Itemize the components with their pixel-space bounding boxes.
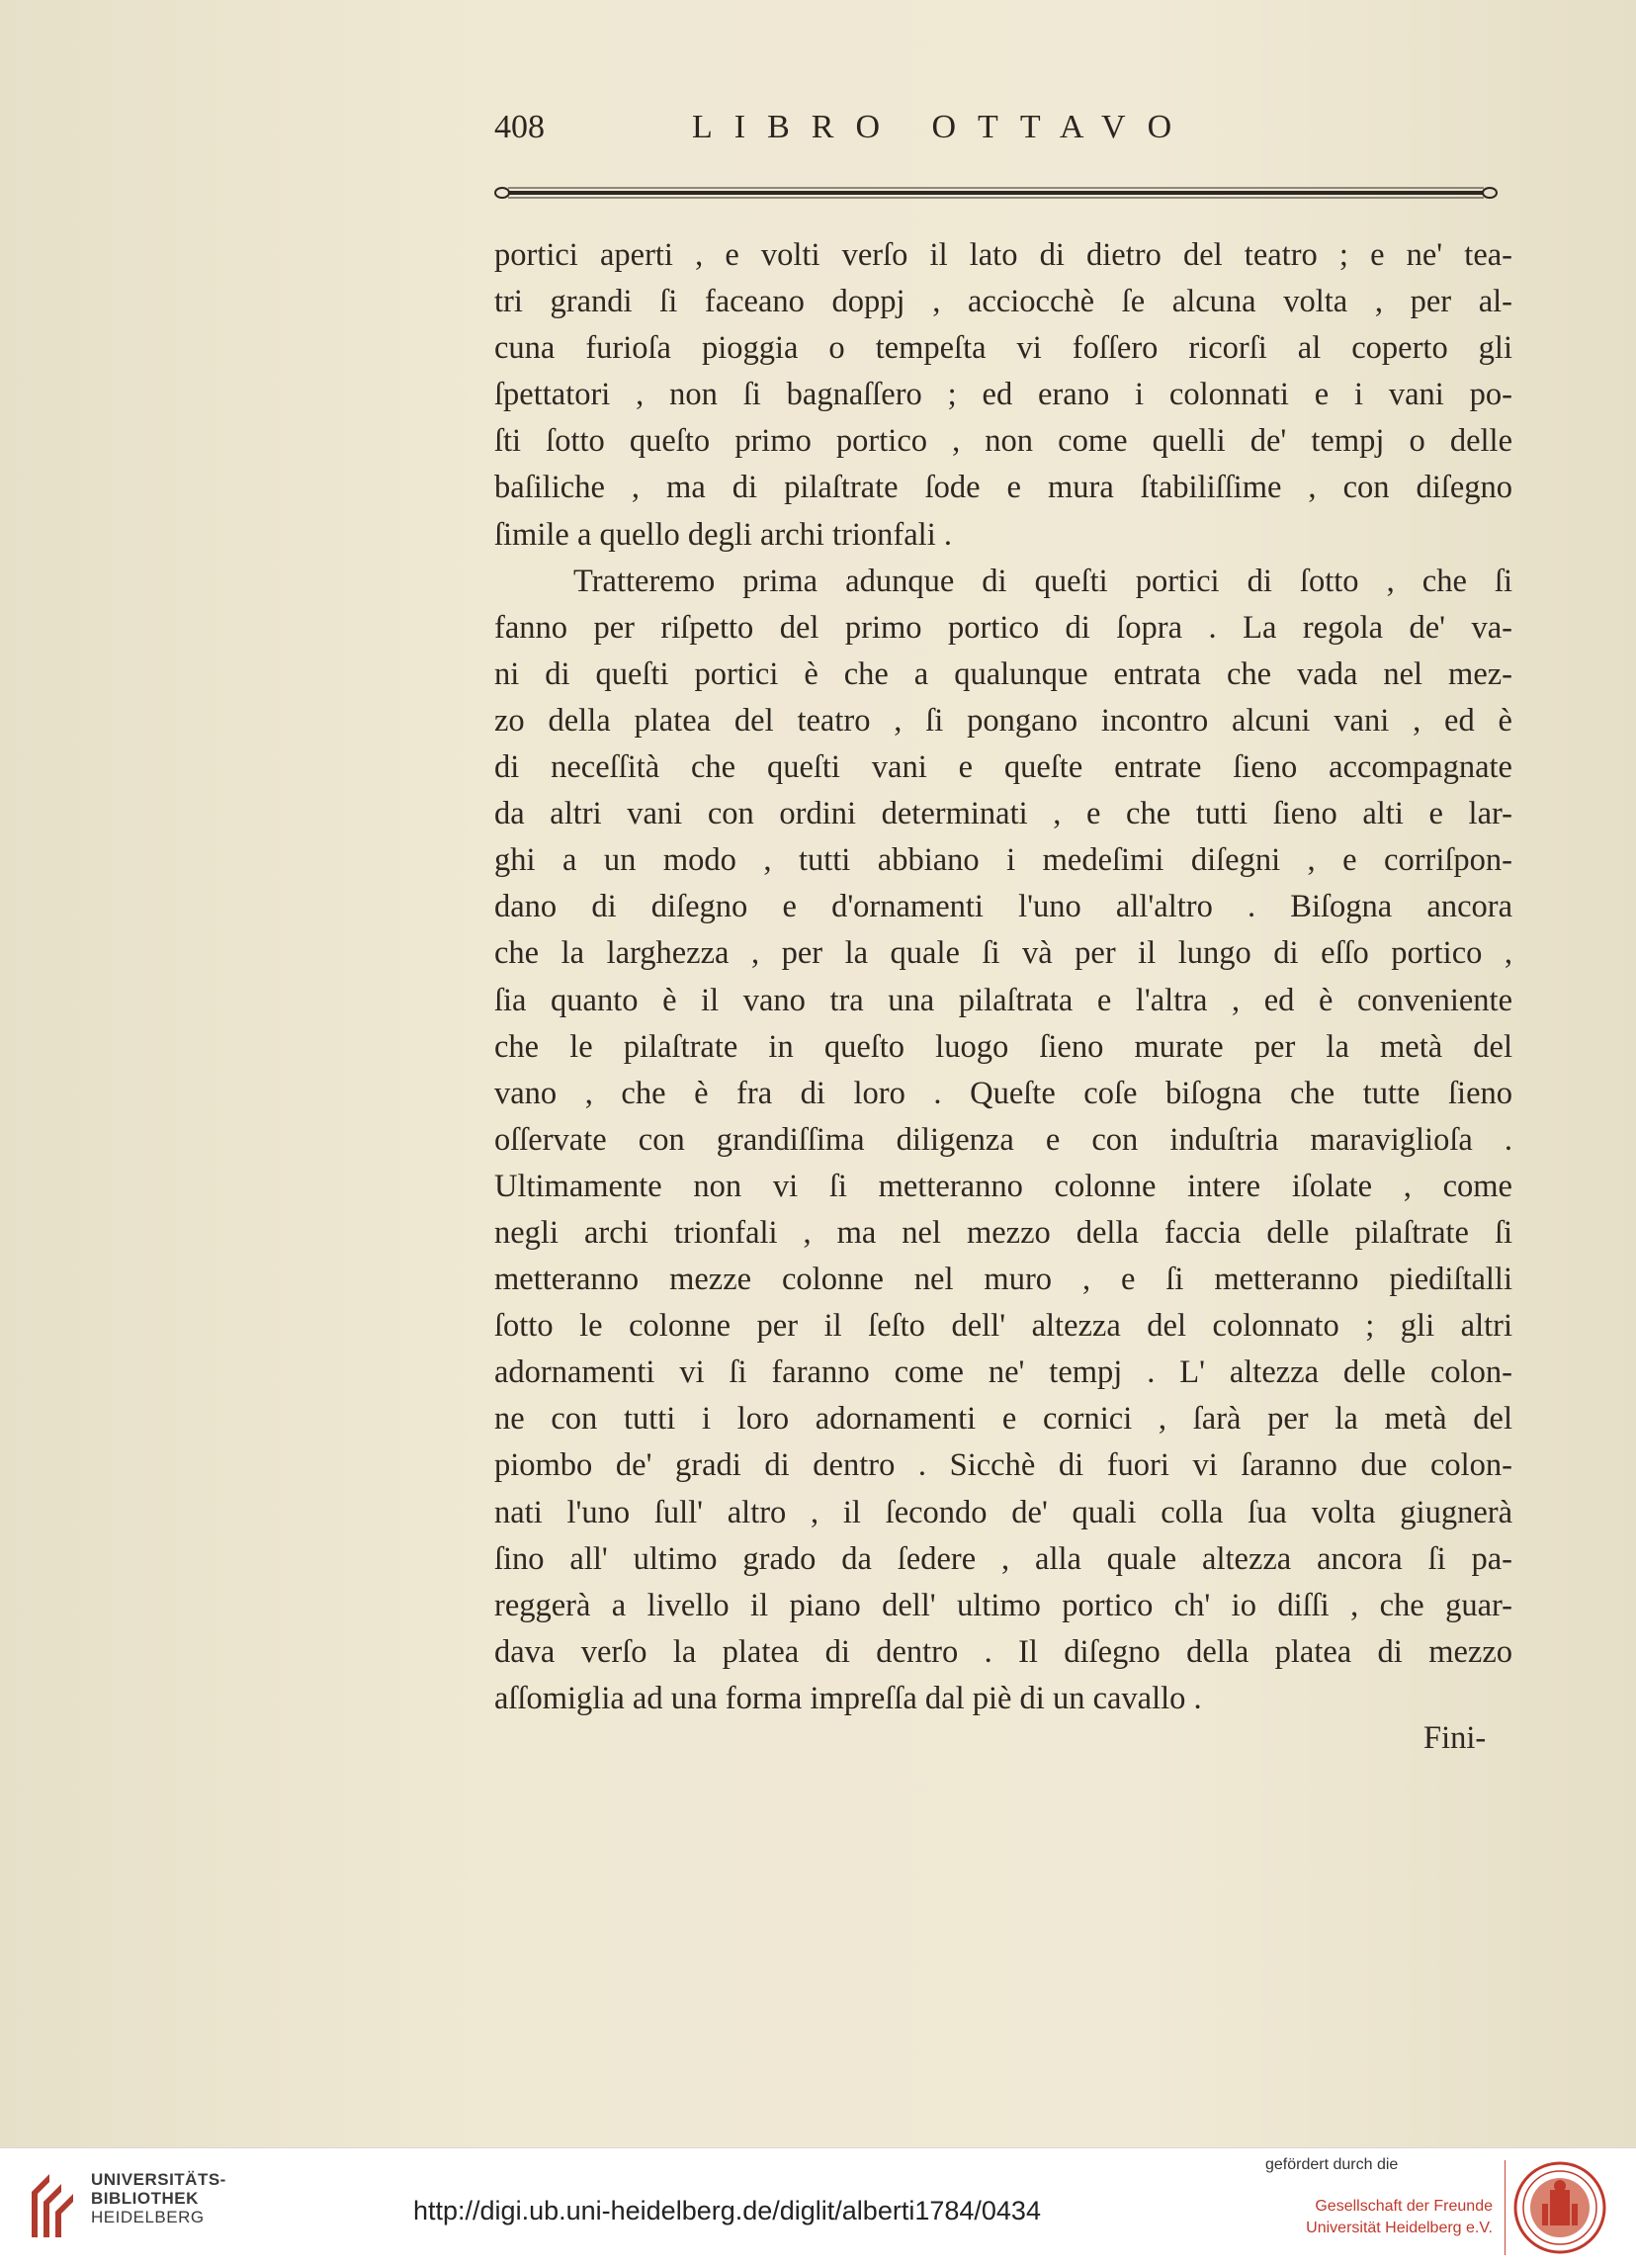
library-name-line: HEIDELBERG [91, 2208, 205, 2226]
society-name-line: Gesellschaft der Freunde [1315, 2198, 1493, 2215]
library-name [91, 2170, 226, 2226]
text-line: ſimile a quello degli archi trionfali . [494, 516, 952, 553]
text-line: ſotto le colonne per il ſeſto dell' altezza del colonnato ; gli altri [494, 1308, 1512, 1345]
permalink-url[interactable]: http://digi.ub.uni-heidelberg.de/diglit/alberti1784/0434 [413, 2196, 1041, 2225]
text-line: Ultimamente non vi ſi metteranno colonne intere iſolate , come [494, 1168, 1512, 1204]
text-line: ghi a un modo , tutti abbiano i medeſimi diſegni , e corriſpon- [494, 842, 1512, 879]
society-name-line: Universität Heidelberg e.V. [1306, 2220, 1493, 2236]
library-name-line: UNIVERSITÄTS- [91, 2170, 226, 2189]
text-line: nati l'uno ſull' altro , il ſecondo de' quali colla ſua volta giugnerà [494, 1494, 1512, 1530]
text-line: ſti ſotto queſto primo portico , non come quelli de' tempj o delle [494, 423, 1512, 460]
text-line: adornamenti vi ſi faranno come ne' tempj . L' altezza delle colon- [494, 1354, 1512, 1391]
text-line: vano , che è fra di loro . Queſte coſe biſogna che tutte ſieno [494, 1075, 1512, 1111]
text-line: ni di queſti portici è che a qualunque entrata che vada nel mez- [494, 655, 1512, 692]
text-line: piombo de' gradi di dentro . Sicchè di fuori vi ſaranno due colon- [494, 1447, 1512, 1484]
running-title: LIBRO OTTAVO [692, 109, 1194, 145]
library-logo-icon [28, 2162, 81, 2241]
text-line: metteranno mezze colonne nel muro , e ſi metteranno piediſtalli [494, 1262, 1512, 1298]
body-text [494, 232, 1512, 1722]
university-seal-icon [1512, 2160, 1607, 2255]
society-name [1255, 2196, 1493, 2239]
header-rule [494, 186, 1498, 200]
text-line: dano di diſegno e d'ornamenti l'uno all'altro . Biſogna ancora [494, 889, 1512, 925]
text-line: ne con tutti i loro adornamenti e cornici , ſarà per la metà del [494, 1401, 1512, 1438]
text-line: ſino all' ultimo grado da ſedere , alla quale altezza ancora ſi pa- [494, 1540, 1512, 1577]
text-line: tri grandi ſi faceano doppj , acciocchè ſe alcuna volta , per al- [494, 284, 1512, 320]
library-footer [0, 2147, 1636, 2268]
text-line: da altri vani con ordini determinati , e che tutti ſieno alti e lar- [494, 796, 1512, 832]
text-line: negli archi trionfali , ma nel mezzo della faccia delle pilaſtrate ſi [494, 1214, 1512, 1251]
text-line: reggerà a livello il piano dell' ultimo portico ch' io diſſi , che guar- [494, 1587, 1512, 1623]
funded-by-label: gefördert durch die [1265, 2156, 1399, 2173]
text-line: baſiliche , ma di pilaſtrate ſode e mura ſtabiliſſime , con diſegno [494, 470, 1512, 506]
page-number: 408 [494, 109, 545, 145]
text-line: portici aperti , e volti verſo il lato di dietro del teatro ; e ne' tea- [494, 237, 1512, 273]
text-line: ſpettatori , non ſi bagnaſſero ; ed erano i colonnati e i vani po- [494, 377, 1512, 413]
text-line: aſſomiglia ad una forma impreſſa dal piè di un cavallo . [494, 1680, 1202, 1716]
text-line: che la larghezza , per la quale ſi và per il lungo di eſſo portico , [494, 935, 1512, 972]
text-line: dava verſo la platea di dentro . Il diſegno della platea di mezzo [494, 1633, 1512, 1670]
text-line: fanno per riſpetto del primo portico di ſopra . La regola de' va- [494, 609, 1512, 646]
text-line: Tratteremo prima adunque di queſti portici di ſotto , che ſi [573, 563, 1512, 599]
text-line: zo della platea del teatro , ſi pongano incontro alcuni vani , ed è [494, 702, 1512, 739]
text-line: di neceſſità che queſti vani e queſte entrate ſieno accompagnate [494, 749, 1512, 786]
text-line: oſſervate con grandiſſima diligenza e con induſtria maraviglioſa . [494, 1121, 1512, 1158]
page-header [494, 107, 1512, 150]
text-line: ſia quanto è il vano tra una pilaſtrata e l'altra , ed è conveniente [494, 982, 1512, 1018]
text-line: cuna furioſa pioggia o tempeſta vi foſſero ricorſi al coperto gli [494, 330, 1512, 367]
text-line: che le pilaſtrate in queſto luogo ſieno murate per la metà del [494, 1028, 1512, 1065]
library-name-line: BIBLIOTHEK [91, 2189, 199, 2208]
catchword: Fini- [1423, 1720, 1487, 1756]
footer-divider [1505, 2160, 1506, 2255]
